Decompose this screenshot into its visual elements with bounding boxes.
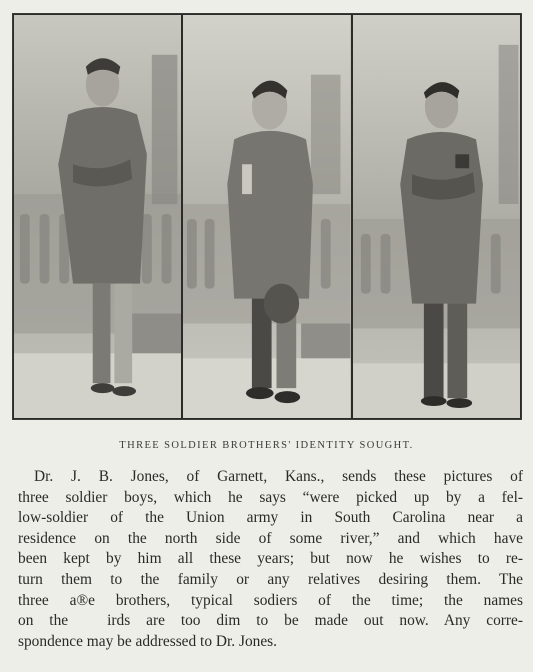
article-line: been kept by him all these years; but now he wishes to re- bbox=[18, 550, 523, 568]
article-line: on the irds are too dim to be made out now. Any corre- bbox=[18, 612, 523, 630]
article-line: residence on the north side of some river,” and which have bbox=[18, 529, 523, 547]
photo-soldier-center bbox=[183, 15, 350, 418]
photo-soldier-left bbox=[14, 15, 181, 418]
photo-soldier-right bbox=[353, 15, 520, 418]
article-body bbox=[18, 467, 523, 652]
soldier-left-image bbox=[14, 15, 181, 418]
article-line: Dr. J. B. Jones, of Garnett, Kans., sends these pictures of bbox=[34, 468, 523, 485]
article-line: three a®e brothers, typical sodiers of the time; the names bbox=[18, 591, 523, 609]
article-line: turn them to the family or any relatives desiring them. The bbox=[18, 570, 523, 588]
photo-strip bbox=[12, 13, 522, 420]
soldier-right-image bbox=[353, 15, 520, 418]
soldier-center-image bbox=[183, 15, 350, 418]
article-line: spondence may be addressed to Dr. Jones. bbox=[18, 632, 278, 650]
figure-caption: THREE SOLDIER BROTHERS' IDENTITY SOUGHT. bbox=[119, 440, 414, 451]
article-line: three soldier boys, which he says “were picked up by a fel- bbox=[18, 488, 523, 506]
article-line: low-soldier of the Union army in South Carolina near a bbox=[18, 509, 523, 527]
